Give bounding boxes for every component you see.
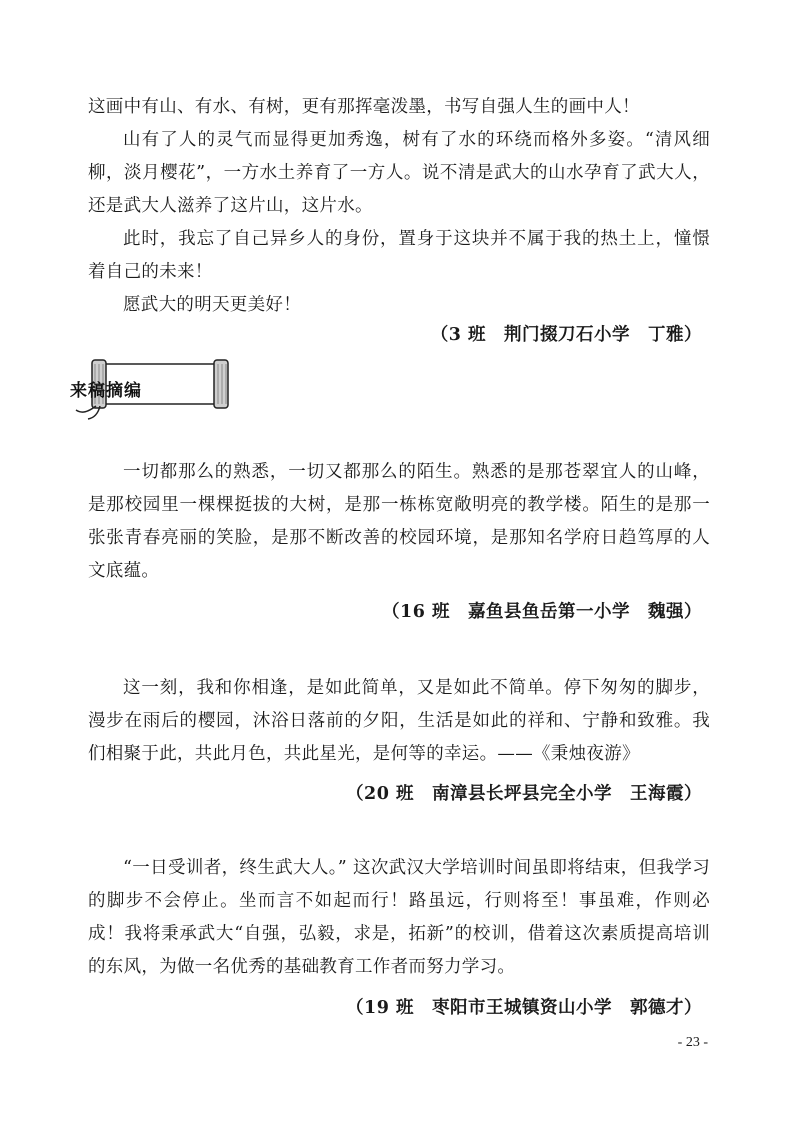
credit-name: 王海霞） xyxy=(630,784,702,804)
paragraph-2: 山有了人的灵气而显得更加秀逸，树有了水的环绕而格外多姿。“清风细柳，淡月樱花”，一方水土养育了一方人。说不清是武大的山水孕育了武大人，还是武大人滋养了这片山，这片水。 xyxy=(88,130,710,216)
credit-name: 魏强） xyxy=(648,602,702,622)
author-credit-1 xyxy=(431,322,702,348)
section-title: 来稿摘编 xyxy=(70,381,142,401)
credit-class: （19 班 xyxy=(346,998,414,1018)
author-credit-4 xyxy=(346,995,702,1021)
credit-school: 南漳县长坪县完全小学 xyxy=(432,784,612,804)
excerpt-3-text: “一日受训者，终生武大人。” 这次武汉大学培训时间虽即将结束，但我学习的脚步不会停止。坐而言不如起而行！路虽远，行则将至！事虽难，作则必成！我将秉承武大“自强，弘毅，求是，拓新”的校训，借着这次素质提高培训的东风，为做一名优秀的基础教育工作者而努力学习。 xyxy=(88,858,710,977)
credit-name: 丁雅） xyxy=(648,325,702,345)
credit-name: 郭德才） xyxy=(630,998,702,1018)
page-number: - 23 - xyxy=(677,1035,708,1050)
credit-class: （3 班 xyxy=(430,325,486,345)
paragraph-1: 这画中有山、有水、有树，更有那挥毫泼墨，书写自强人生的画中人！ xyxy=(88,97,640,117)
paragraph-3: 此时，我忘了自己异乡人的身份，置身于这块并不属于我的热土上，憧憬着自己的未来！ xyxy=(88,229,710,282)
author-credit-3 xyxy=(346,781,702,807)
credit-school: 荆门掇刀石小学 xyxy=(504,325,630,345)
excerpt-2-text: 这一刻，我和你相逢，是如此简单，又是如此不简单。停下匆匆的脚步，漫步在雨后的樱园，沐浴日落前的夕阳，生活是如此的祥和、宁静和致雅。我们相聚于此，共此月色，共此星光，是何等的幸运。——《秉烛夜游》 xyxy=(88,678,710,764)
author-credit-2 xyxy=(382,599,702,625)
credit-class: （16 班 xyxy=(382,602,450,622)
credit-school: 枣阳市王城镇资山小学 xyxy=(432,998,612,1018)
paragraph-4: 愿武大的明天更美好！ xyxy=(123,295,301,315)
excerpt-1-text: 一切都那么的熟悉，一切又都那么的陌生。熟悉的是那苍翠宜人的山峰，是那校园里一棵棵挺拔的大树，是那一栋栋宽敞明亮的教学楼。陌生的是那一张张青春亮丽的笑脸，是那不断改善的校园环境，是那知名学府日趋笃厚的人文底蕴。 xyxy=(88,462,710,581)
credit-class: （20 班 xyxy=(346,784,414,804)
credit-school: 嘉鱼县鱼岳第一小学 xyxy=(468,602,630,622)
